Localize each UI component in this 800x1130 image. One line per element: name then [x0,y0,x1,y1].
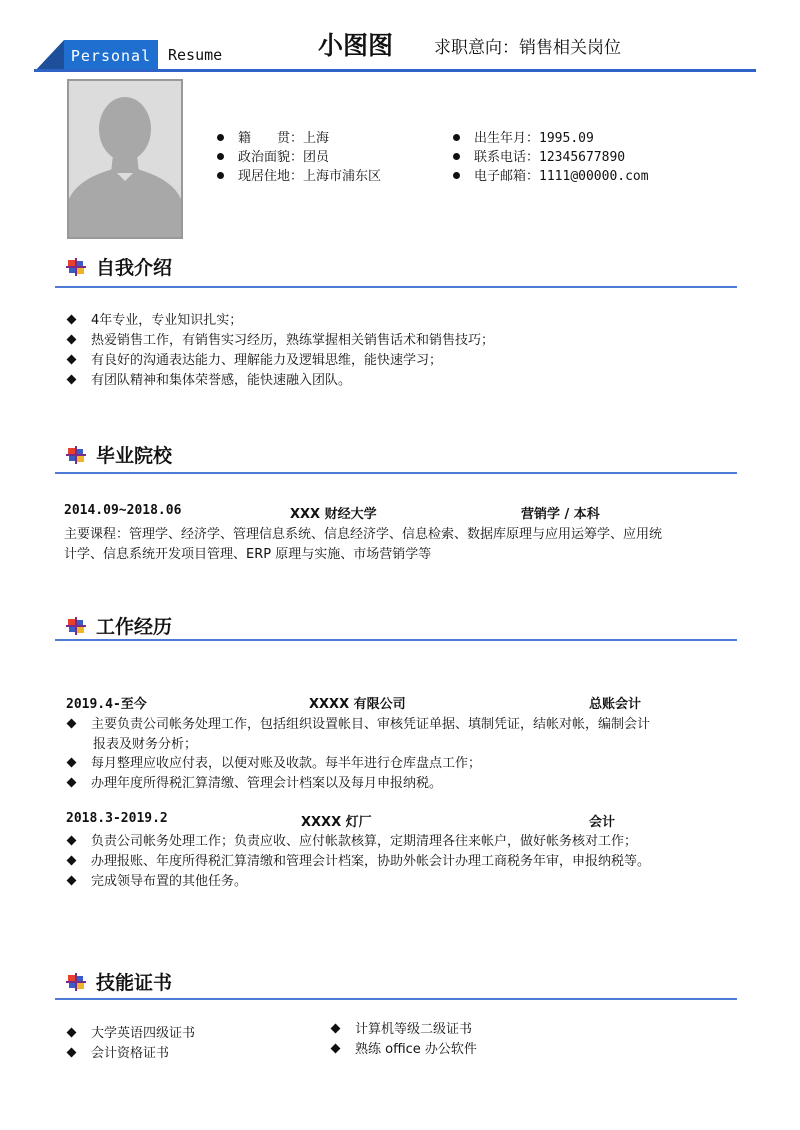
list-item: 有良好的沟通表达能力、理解能力及逻辑思维，能快速学习； [68,349,442,368]
job-position: 总账会计 [589,697,642,712]
section-divider [55,639,737,641]
section-title-education: 毕业院校 [66,441,172,468]
list-item: 办理年度所得税汇算清缴、管理会计档案以及每月申报纳税。 [68,772,442,791]
banner-personal: Personal [64,40,158,72]
info-hometown: 籍 贯：上海 [217,127,329,146]
education-courses-cont: 计学、信息系统开发项目管理、ERP 原理与实施、市场营销学等 [64,547,432,562]
info-birth: 出生年月：1995.09 [453,127,594,146]
list-item: 主要负责公司帐务处理工作，包括组织设置帐目、审核凭证单据、填制凭证，结帐对帐，编制会计 [68,713,650,732]
job-company: XXXX 灯厂 [301,815,372,830]
banner-accent-shape [34,40,64,72]
section-divider [55,472,737,474]
section-icon [66,617,86,635]
avatar [67,79,183,239]
list-item: 有团队精神和集体荣誉感，能快速融入团队。 [68,369,351,388]
info-residence: 现居住地：上海市浦东区 [217,165,381,184]
info-phone: 联系电话：12345677890 [453,146,625,165]
job-position: 会计 [589,815,616,830]
list-item-cont: 报表及财务分析； [93,737,198,752]
skill-item: 会计资格证书 [68,1042,169,1061]
list-item: 4年专业，专业知识扎实； [68,309,242,328]
info-email: 电子邮箱：1111@00000.com [453,165,649,184]
list-item: 每月整理应收应付表，以便对账及收款。每半年进行仓库盘点工作； [68,752,481,771]
section-title-skills: 技能证书 [66,968,172,995]
banner-resume: Resume [168,46,223,64]
section-icon [66,973,86,991]
education-school: XXX 财经大学 [290,507,377,522]
job-period: 2019.4-至今 [66,697,147,712]
list-item: 办理报账、年度所得税汇算清缴和管理会计档案，协助外帐会计办理工商税务年审，申报纳税等。 [68,850,650,869]
avatar-silhouette-icon [69,81,181,237]
section-divider [55,998,737,1000]
job-period: 2018.3-2019.2 [66,811,168,826]
list-item: 热爱销售工作，有销售实习经历，熟练掌握相关销售话术和销售技巧； [68,329,494,348]
skill-item: 熟练 office 办公软件 [332,1038,477,1057]
skill-item: 大学英语四级证书 [68,1022,195,1041]
info-political-status: 政治面貌：团员 [217,146,329,165]
job-intention: 求职意向：销售相关岗位 [434,38,621,58]
section-title-self-intro: 自我介绍 [66,253,172,280]
section-icon [66,446,86,464]
section-divider [55,286,737,288]
list-item: 完成领导布置的其他任务。 [68,870,247,889]
section-icon [66,258,86,276]
candidate-name: 小图图 [318,31,394,60]
education-major: 营销学 / 本科 [521,507,600,522]
section-title-work: 工作经历 [66,612,172,639]
skill-item: 计算机等级二级证书 [332,1018,472,1037]
job-company: XXXX 有限公司 [309,697,406,712]
education-period: 2014.09~2018.06 [64,503,182,518]
list-item: 负责公司帐务处理工作；负责应收、应付帐款核算，定期清理各往来帐户，做好帐务核对工作； [68,830,637,849]
education-courses: 主要课程：管理学、经济学、管理信息系统、信息经济学、信息检索、数据库原理与应用运筹学、应用统 [64,527,663,542]
header-divider [34,69,756,72]
